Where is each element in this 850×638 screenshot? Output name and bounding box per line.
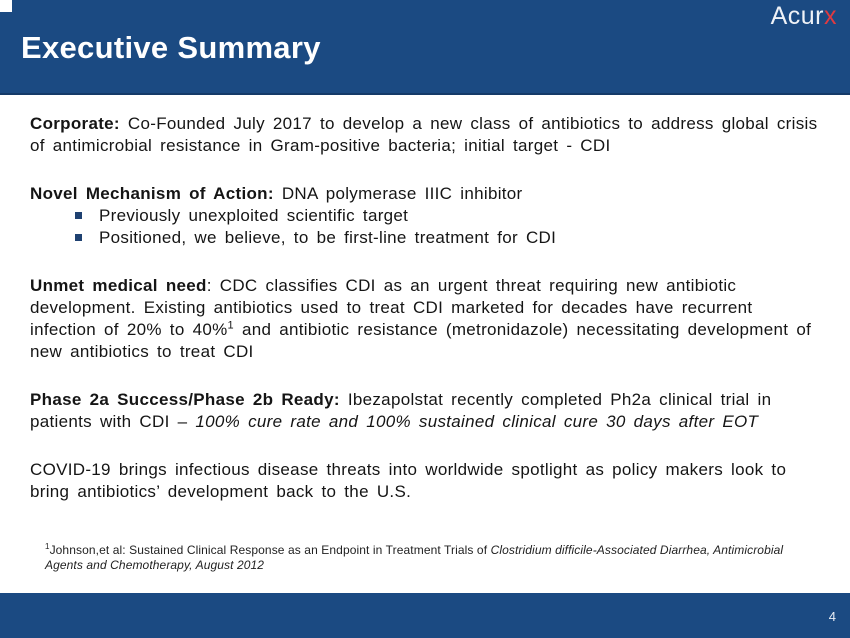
logo-text-main: Acur [770,2,824,30]
bullet-label: Positioned, we believe, to be first-line treatment for CDI [99,228,557,247]
square-bullet-icon [75,212,82,219]
paragraph-unmet-need [30,275,825,363]
novel-lead: Novel Mechanism of Action: [30,184,274,203]
corporate-text: Co-Founded July 2017 to develop a new class of antibiotics to address global crisis of antimicrobial resistance in Gram-positive bacteria; initial target - CDI [30,114,818,155]
novel-bullet-list [30,205,825,249]
corner-notch [0,0,12,12]
logo-text-accent: x [824,2,837,30]
unmet-lead: Unmet medical need [30,276,207,295]
slide-header [0,0,850,95]
phase2-italic-result: 100% cure rate and 100% sustained clinical cure 30 days after EOT [195,412,759,431]
slide-footer [0,593,850,638]
novel-text: DNA polymerase IIIC inhibitor [273,184,523,203]
footnote-citation [45,543,810,573]
paragraph-corporate [30,113,825,157]
bullet-label: Previously unexploited scientific target [99,206,409,225]
corporate-lead: Corporate: [30,114,120,133]
phase2-lead: Phase 2a Success/Phase 2b Ready: [30,390,340,409]
phase2-text: Ibezapolstat recently completed Ph2a clinical trial in patients with CDI – [30,390,772,431]
list-item [30,205,825,227]
paragraph-phase2 [30,389,825,433]
unmet-text-2: and antibiotic resistance (metronidazole) necessitating development of new antibiotics to treat CDI [30,320,812,361]
page-number: 4 [828,609,836,624]
list-item [30,227,825,249]
covid-text: COVID-19 brings infectious disease threats into worldwide spotlight as policy makers look to bring antibiotics’ development back to the U.S. [30,460,787,501]
paragraph-novel-mechanism [30,183,825,205]
footnote-text: Johnson,et al: Sustained Clinical Response as an Endpoint in Treatment Trials of [49,543,491,557]
footnote-reference-superscript: 1 [227,319,234,332]
slide-body [30,113,825,529]
unmet-text-1: : CDC classifies CDI as an urgent threat requiring new antibiotic development. Existing antibiotics used to treat CDI marketed for decades have recurrent infection of 20% to 40% [30,276,753,339]
footnote-journal-italic: Clostridium difficile-Associated Diarrhea, Antimicrobial Agents and Chemotherapy, August 2012 [45,543,784,572]
acurx-logo [771,2,837,31]
paragraph-covid [30,459,825,503]
slide-title: Executive Summary [21,30,321,65]
square-bullet-icon [75,234,82,241]
footnote-number-superscript: 1 [45,542,50,551]
